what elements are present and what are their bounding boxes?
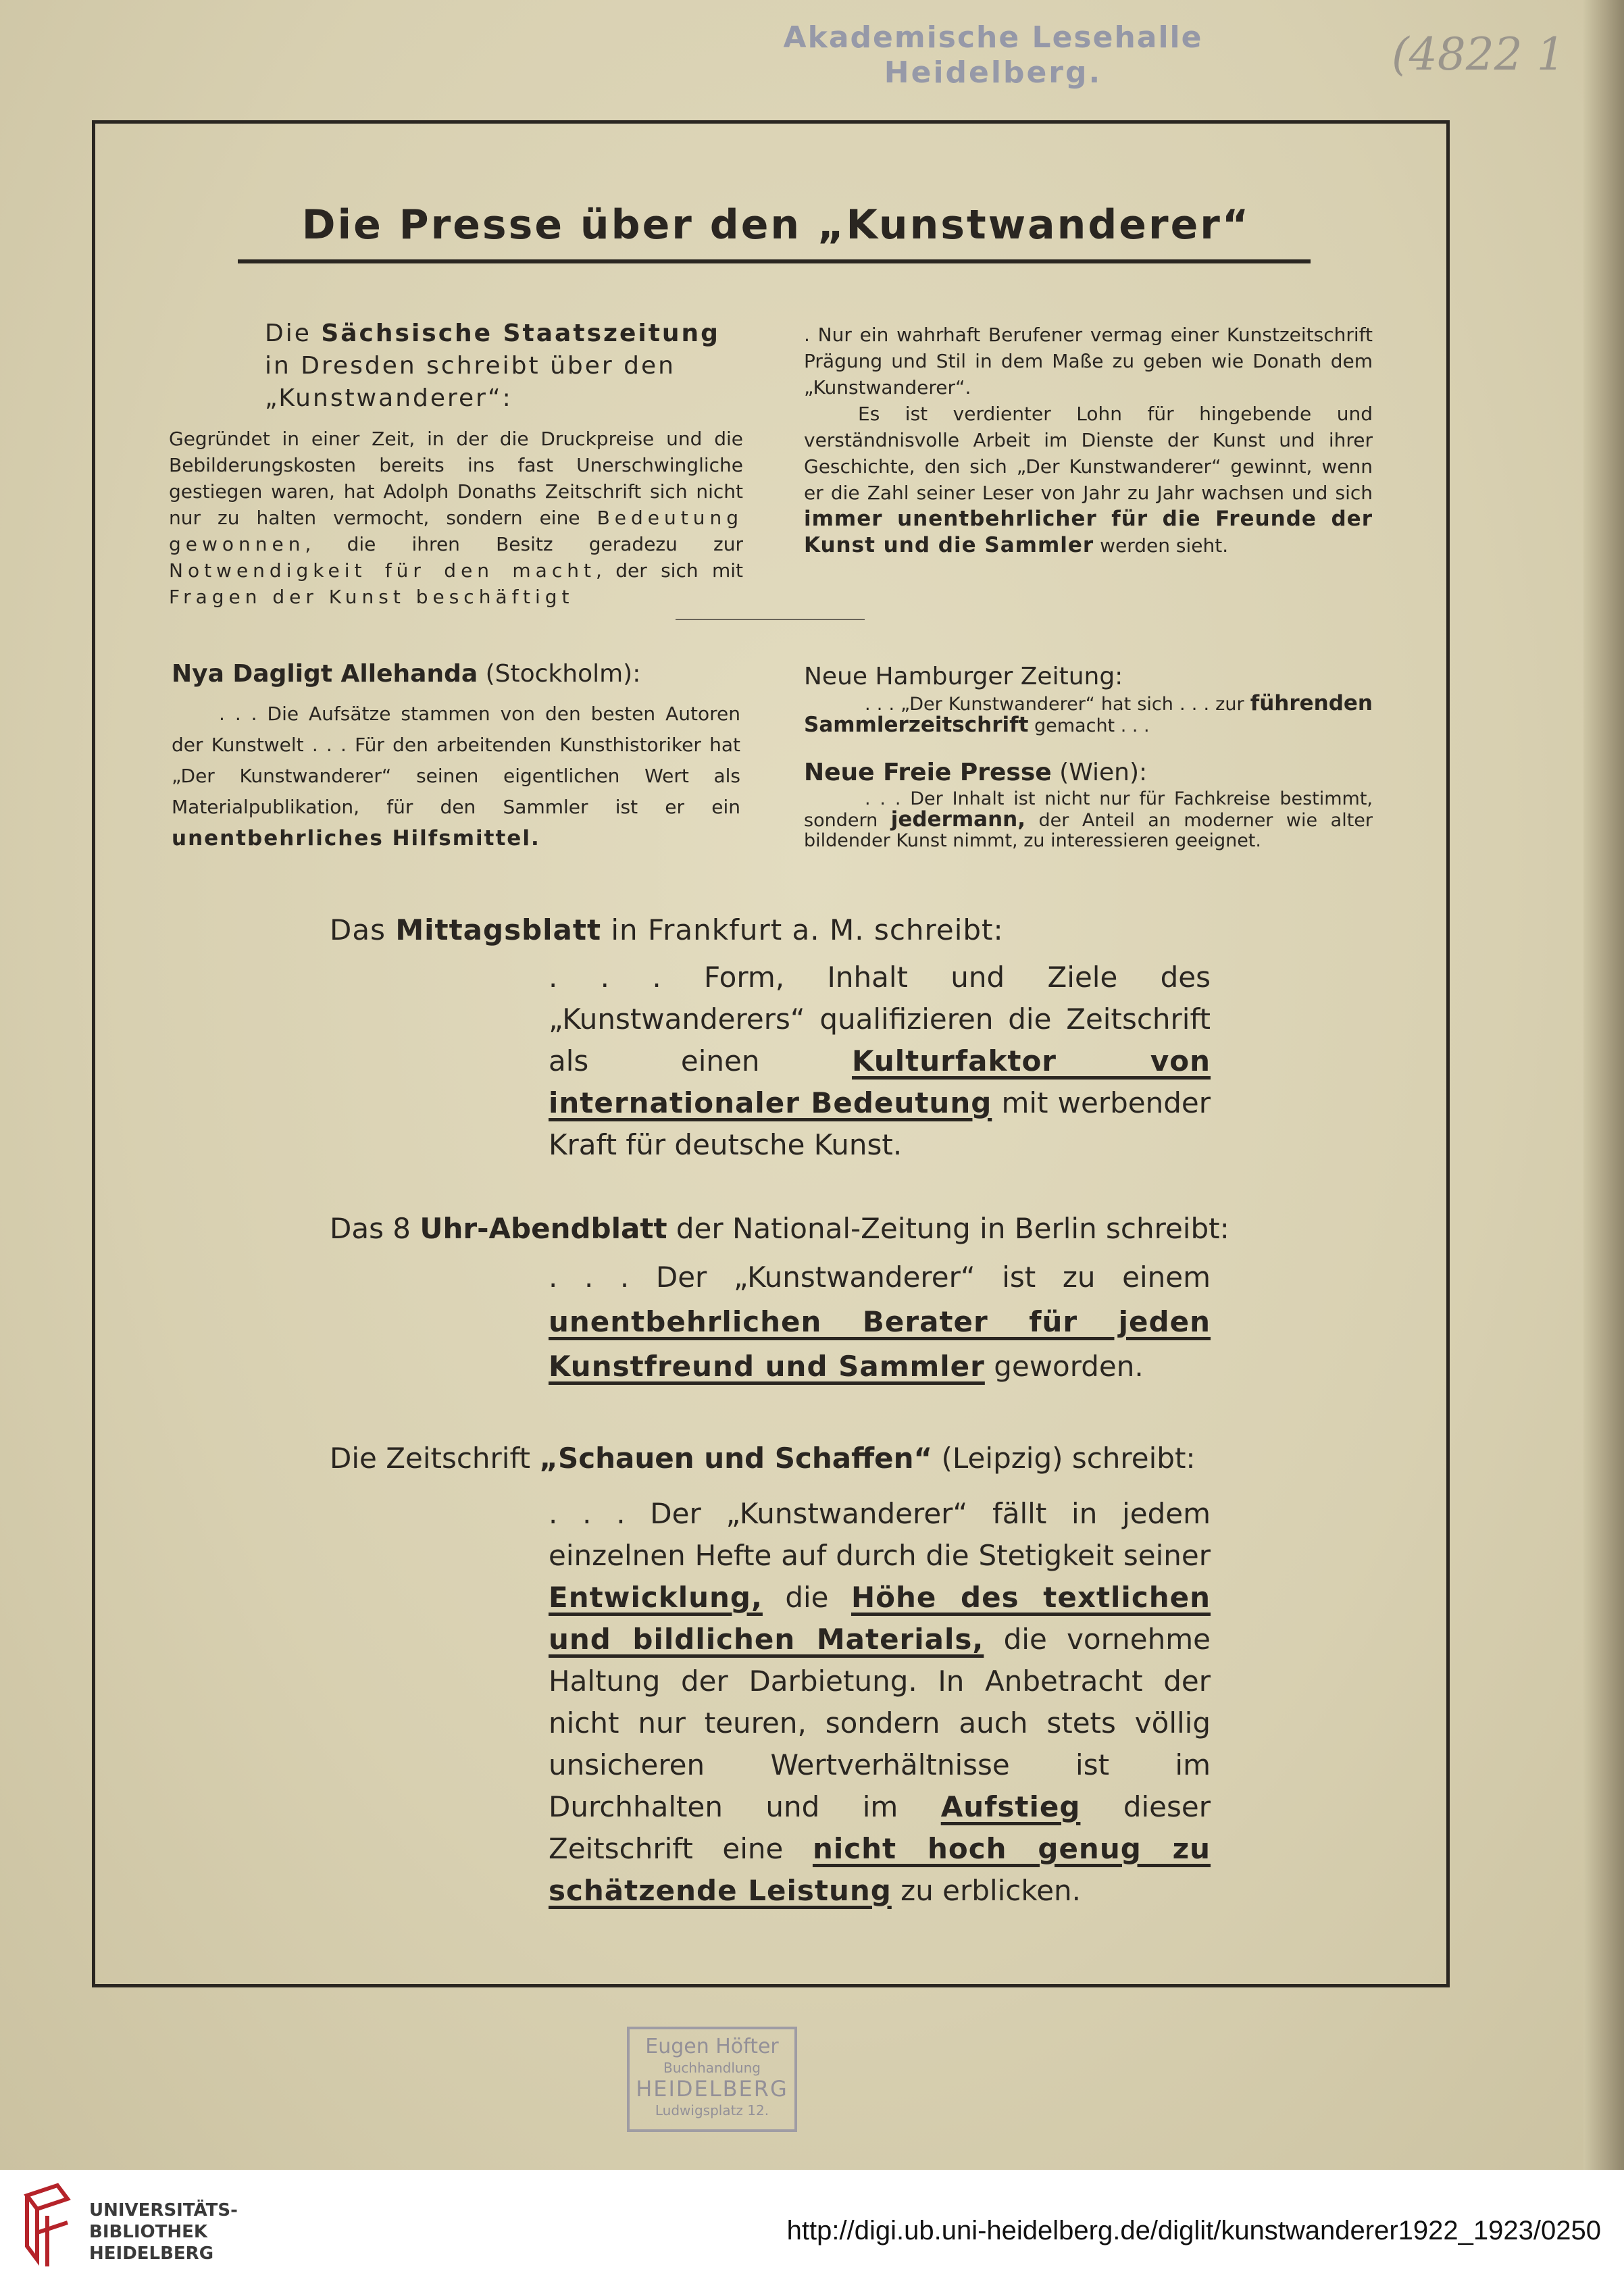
schauen-body xyxy=(549,1493,1211,1912)
mittagsblatt-heading xyxy=(330,909,1004,951)
newspaper-place: (Wien): xyxy=(1051,759,1148,786)
body-text: . Nur ein wahrhaft Berufener vermag einer Kunstzeitschrift Prägung und Stil in dem Maße zu geben wie Donath dem „Kunstwanderer“. xyxy=(804,324,1373,399)
heading-post: der National-Zeitung in Berlin schreibt: xyxy=(667,1212,1229,1245)
body-text: der Anteil an moderner wie alter bildender Kunst nimmt, zu interessieren geeignet. xyxy=(804,810,1373,851)
body-text: geworden. xyxy=(984,1350,1144,1383)
body-text: dieser Zeitschrift eine xyxy=(549,1790,1211,1865)
bookseller-stamp xyxy=(627,2027,797,2132)
body-text: , der sich mit xyxy=(595,559,743,582)
library-stamp-top xyxy=(763,20,1223,91)
intro-pre: Die xyxy=(265,320,322,347)
title-underline xyxy=(238,259,1311,263)
emphasis-text: unentbehrlichen Berater für jeden Kunstfreund und Sammler xyxy=(549,1305,1211,1383)
newspaper-name: Sächsische Staatszeitung xyxy=(321,320,720,347)
heading-pre: Die Zeitschrift xyxy=(330,1442,540,1475)
footer-bar xyxy=(0,2170,1624,2284)
stamp-line-4: Ludwigsplatz 12. xyxy=(655,2102,769,2118)
saechsische-body-right xyxy=(804,322,1373,559)
mittagsblatt-body xyxy=(549,957,1211,1166)
heading-pre: Das xyxy=(330,913,396,946)
freie-heading xyxy=(804,758,1147,788)
body-text: . . . Der Inhalt ist nicht nur für Fachkreise bestimmt, sondern xyxy=(804,788,1373,831)
stamp-line-3: HEIDELBERG xyxy=(636,2076,788,2102)
heading-post: (Leipzig) schreibt: xyxy=(932,1442,1196,1475)
heading-post: in Frankfurt a. M. schreibt: xyxy=(601,913,1004,946)
body-text: . . . „Der Kunstwanderer“ hat sich . . . zur xyxy=(865,694,1250,715)
intro-post: in Dresden schreibt über den „Kunstwanderer“: xyxy=(265,352,676,412)
spaced-text: Fragen der Kunst beschäftigt xyxy=(169,586,574,608)
saechsische-intro xyxy=(265,318,743,415)
spaced-text: Notwendigkeit für den macht xyxy=(169,559,596,582)
stamp-line-2: Heidelberg. xyxy=(884,55,1102,90)
emphasis-text: Entwicklung, xyxy=(549,1581,763,1614)
emphasis-text: führenden Sammlerzeitschrift xyxy=(804,691,1373,737)
library-name-line-1: UNIVERSITÄTS- xyxy=(89,2200,238,2220)
schauen-heading xyxy=(330,1438,1196,1479)
emphasis-text: unentbehrliches Hilfsmittel. xyxy=(172,826,540,851)
body-text: gemacht . . . xyxy=(1028,715,1150,736)
saechsische-body-left xyxy=(169,426,743,610)
newspaper-place: (Stockholm): xyxy=(478,660,641,688)
body-text: . . . Der „Kunstwanderer“ ist zu einem xyxy=(549,1261,1211,1294)
newspaper-name: Mittagsblatt xyxy=(395,913,602,946)
body-text: zu erblicken. xyxy=(891,1874,1082,1907)
body-text: . . . Die Aufsätze stammen von den besten Autoren der Kunstwelt . . . Für den arbeitenden Kunsthistoriker hat „Der Kunstwanderer“ seinen eigentlichen Wert als Materialpublikation, für den Sammler ist er ein xyxy=(172,703,740,818)
body-text: . . . Form, Inhalt und Ziele des „Kunstwanderers“ qualifizieren die Zeitschrift als einen xyxy=(549,961,1211,1077)
nya-heading xyxy=(172,659,640,689)
library-name xyxy=(89,2200,238,2264)
body-text: Es ist verdienter Lohn für hingebende und verständnisvolle Arbeit im Dienste der Kunst und ihrer Geschichte, den sich „Der Kunstwanderer“ gewinnt, wenn er die Zahl seiner Leser von Jahr zu Jahr wachsen und sich xyxy=(804,403,1373,504)
stamp-line-2: Buchhandlung xyxy=(663,2060,761,2076)
library-name-line-3: HEIDELBERG xyxy=(89,2243,214,2264)
library-name-line-2: BIBLIOTHEK xyxy=(89,2222,208,2242)
newspaper-name: Neue Freie Presse xyxy=(804,759,1052,786)
emphasis-text: Aufstieg xyxy=(940,1790,1081,1823)
section-divider xyxy=(676,619,865,620)
body-text: werden sieht. xyxy=(1094,534,1229,557)
emphasis-text: Kulturfaktor von internationaler Bedeutung xyxy=(549,1044,1211,1119)
body-text: die vornehme Haltung der Darbietung. In Anbetracht der nicht nur teuren, sondern auch stets völlig unsicheren Wertverhältnisse ist im Durchhalten und im xyxy=(549,1623,1211,1823)
body-text: Gegründet in einer Zeit, in der die Druckpreise und die Bebilderungskosten bereits ins fast Unerschwingliche gestiegen waren, hat Adolph Donaths Zeitschrift sich nicht nur zu halten vermocht, sondern eine xyxy=(169,428,743,529)
abendblatt-body xyxy=(549,1255,1211,1389)
stamp-line-1: Akademische Lesehalle xyxy=(783,20,1203,55)
emphasis-text: nicht hoch genug zu schätzende Leistung xyxy=(549,1832,1211,1907)
emphasis-text: Höhe des textlichen und bildlichen Materials, xyxy=(549,1581,1211,1656)
page-title: Die Presse über den „Kunstwanderer“ xyxy=(301,201,1251,249)
pencil-shelfmark: (4822 1 xyxy=(1392,28,1565,80)
newspaper-name: Uhr-Abendblatt xyxy=(420,1212,667,1245)
body-text: . . . Der „Kunstwanderer“ fällt in jedem einzelnen Hefte auf durch die Stetigkeit seiner xyxy=(549,1497,1211,1572)
abendblatt-heading xyxy=(330,1208,1229,1250)
page-edge xyxy=(1583,0,1624,2170)
stamp-line-1: Eugen Höfter xyxy=(645,2035,779,2058)
emphasis-text: immer unentbehrlicher für die Freunde der Kunst und die Sammler xyxy=(804,507,1373,557)
body-text: die xyxy=(762,1581,851,1614)
heading-pre: Das 8 xyxy=(330,1212,420,1245)
newspaper-name: „Schauen und Schaffen“ xyxy=(539,1442,933,1475)
body-text: mit werbender Kraft für deutsche Kunst. xyxy=(549,1086,1211,1161)
hamburger-body xyxy=(804,693,1373,736)
freie-body xyxy=(804,789,1373,851)
body-text: , die ihren Besitz geradezu zur xyxy=(305,533,743,555)
hamburger-heading: Neue Hamburger Zeitung: xyxy=(804,663,1123,690)
spaced-text: Bedeutung gewonnen xyxy=(169,507,743,555)
newspaper-name: Nya Dagligt Allehanda xyxy=(172,660,478,688)
emphasis-text: jedermann, xyxy=(890,807,1026,832)
nya-body xyxy=(172,699,740,855)
permalink-url[interactable]: http://digi.ub.uni-heidelberg.de/diglit/kunstwanderer1922_1923/0250 xyxy=(786,2216,1601,2245)
library-logo-icon xyxy=(20,2182,74,2270)
